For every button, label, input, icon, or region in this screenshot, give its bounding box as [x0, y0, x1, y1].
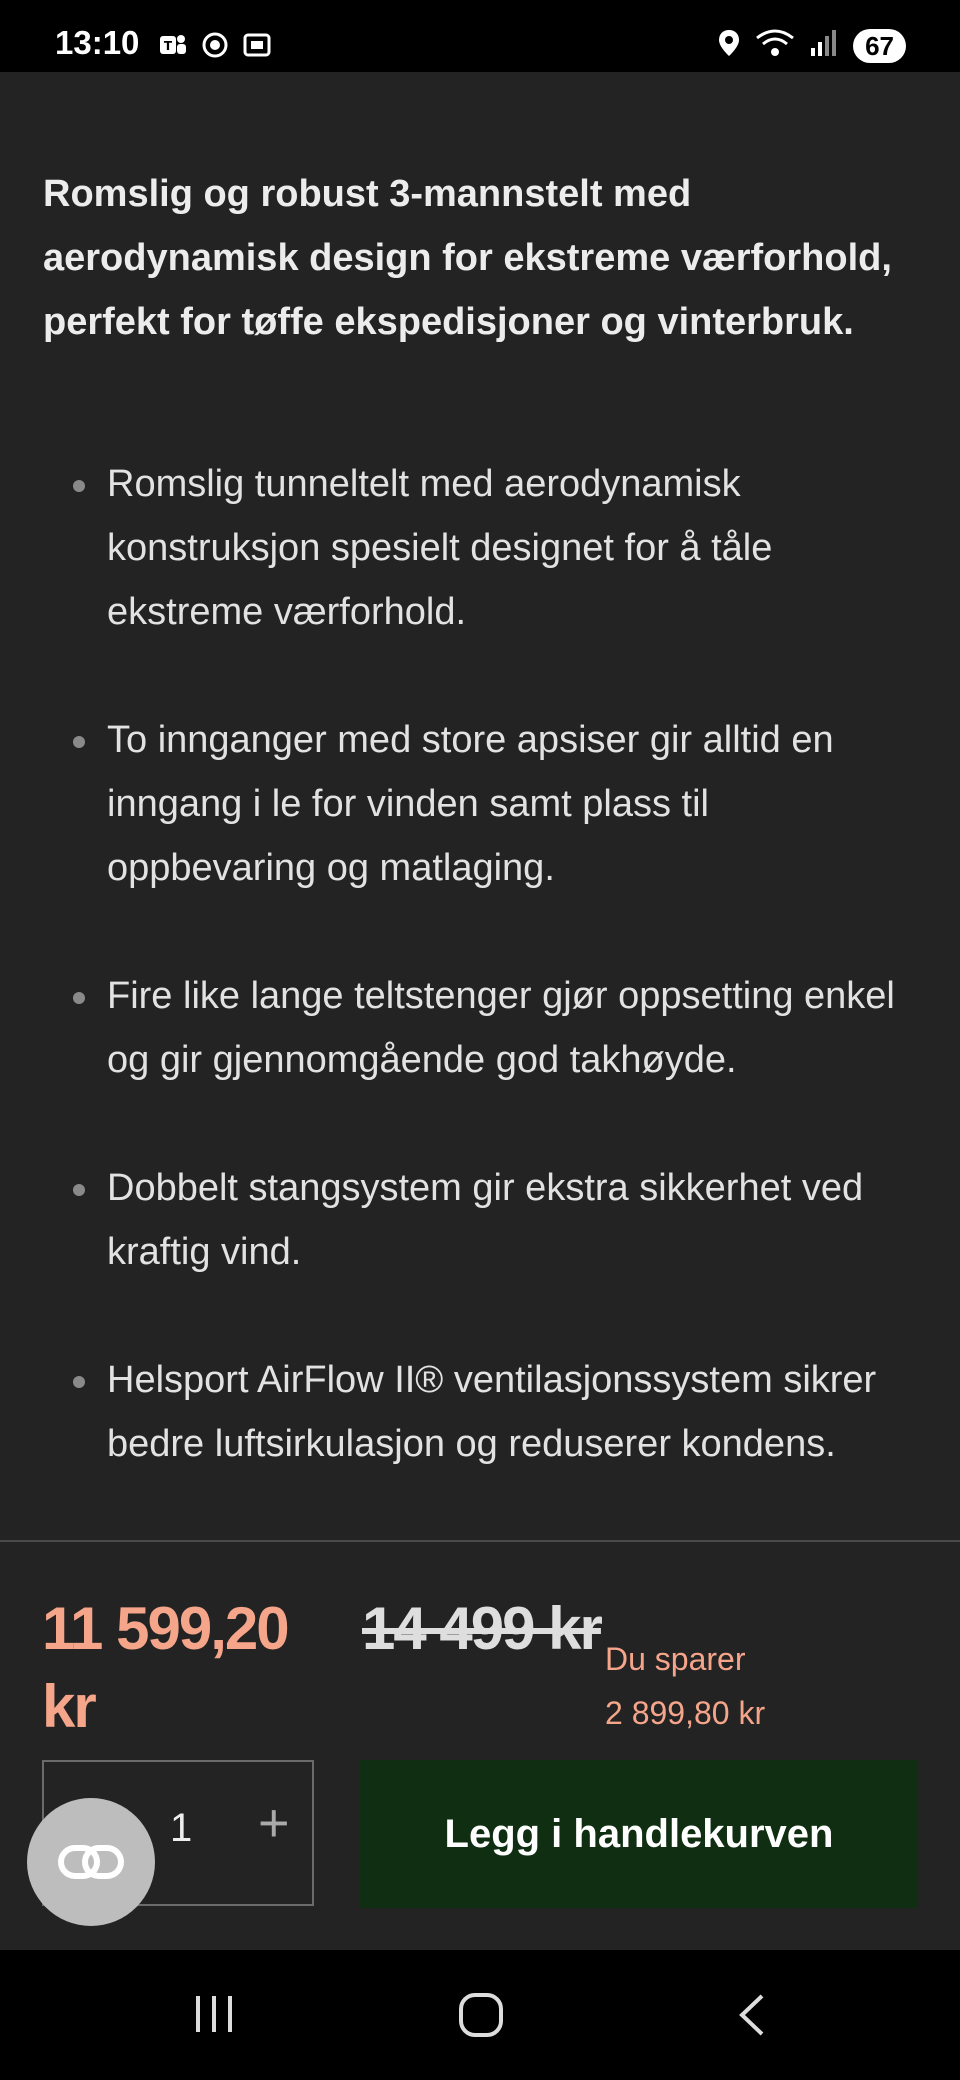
product-intro: Romslig og robust 3-mannstelt med aerodynamisk design for ekstreme værforhold, perfekt for tøffe ekspedisjoner og vinterbruk.	[43, 173, 892, 343]
savings-label: Du sparer	[605, 1641, 746, 1677]
screenshot-icon	[242, 30, 272, 60]
status-bar	[0, 0, 960, 72]
recent-apps-icon[interactable]	[192, 1992, 236, 2041]
bullet-icon	[73, 1184, 85, 1196]
teams-icon	[158, 30, 188, 60]
chat-button[interactable]	[27, 1798, 155, 1926]
location-icon	[717, 28, 741, 63]
feature-text: Dobbelt stangsystem gir ekstra sikkerhet ved kraftig vind.	[107, 1167, 864, 1273]
list-item	[0, 708, 907, 900]
bullet-icon	[73, 736, 85, 748]
savings-amount: 2 899,80 kr	[605, 1695, 766, 1731]
bullet-icon	[73, 480, 85, 492]
status-time: 13:10	[55, 24, 140, 61]
navigation-bar	[0, 1950, 960, 2080]
wifi-icon	[755, 28, 795, 63]
current-price: 11 599,20 kr	[42, 1595, 288, 1740]
feature-text: Fire like lange teltstenger gjør oppsetting enkel og gir gjennomgående god takhøyde.	[107, 975, 895, 1081]
feature-text: Helsport AirFlow II® ventilasjonssystem sikrer bedre luftsirkulasjon og reduserer kondens.	[107, 1359, 877, 1465]
back-icon[interactable]	[736, 1992, 768, 2043]
signal-icon	[809, 28, 839, 63]
purchase-bar	[0, 1542, 960, 1950]
focus-icon	[200, 30, 230, 60]
list-item	[0, 964, 907, 1092]
battery-indicator: 67	[853, 29, 906, 63]
home-icon[interactable]	[458, 1992, 504, 2043]
list-item	[0, 452, 907, 644]
list-item	[0, 1348, 907, 1476]
system-icons	[717, 28, 906, 63]
list-item	[0, 1156, 907, 1284]
bullet-icon	[73, 1376, 85, 1388]
feature-text: To innganger med store apsiser gir alltid en inngang i le for vinden samt plass til oppbevaring og matlaging.	[107, 719, 834, 889]
add-to-cart-button[interactable]: Legg i handlekurven	[360, 1760, 918, 1908]
chat-bubble-icon	[57, 1842, 125, 1882]
notification-icons	[158, 30, 272, 60]
quantity-value[interactable]: 1	[170, 1806, 193, 1850]
original-price: 14 499 kr	[362, 1595, 601, 1662]
plus-icon[interactable]: +	[258, 1793, 290, 1853]
feature-text: Romslig tunneltelt med aerodynamisk konstruksjon spesielt designet for å tåle ekstreme værforhold.	[107, 463, 773, 633]
bullet-icon	[73, 992, 85, 1004]
product-description	[0, 72, 960, 1540]
svg-text:T: T	[163, 39, 173, 53]
feature-list	[0, 452, 960, 1476]
